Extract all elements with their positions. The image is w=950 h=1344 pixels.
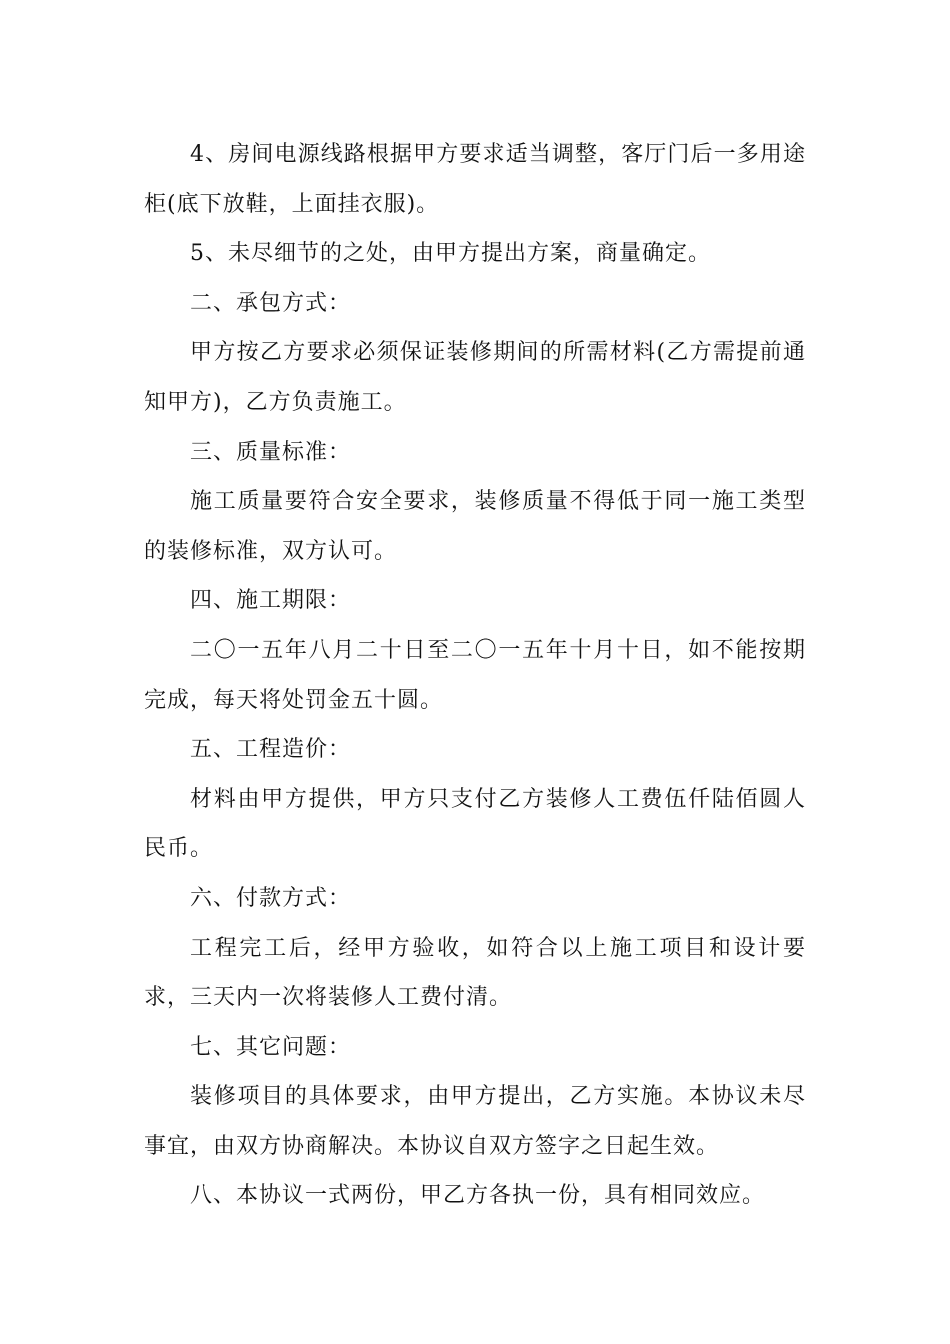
paragraph-project-cost: 材料由甲方提供，甲方只支付乙方装修人工费伍仟陆佰圆人民币。 [144,786,806,862]
section-heading-project-cost: 五、工程造价： [190,737,352,763]
paragraph-quality-standard: 施工质量要符合安全要求，装修质量不得低于同一施工类型的装修标准，双方认可。 [144,489,806,564]
paragraph-contract-method: 甲方按乙方要求必须保证装修期间的所需材料(乙方需提前通知甲方)，乙方负责施工。 [144,340,806,415]
paragraph-item-4: 4、房间电源线路根据甲方要求适当调整，客厅门后一多用途柜(底下放鞋，上面挂衣服)。 [144,142,806,217]
paragraph-agreement-copies: 八、本协议一式两份，甲乙方各执一份，具有相同效应。 [190,1183,766,1209]
document-body [144,130,806,1221]
section-heading-quality-standard: 三、质量标准： [190,439,352,465]
section-heading-payment-method: 六、付款方式： [190,885,352,911]
paragraph-construction-period: 二〇一五年八月二十日至二〇一五年十月十日，如不能按期完成，每天将处罚金五十圆。 [144,637,806,713]
section-heading-other-issues: 七、其它问题： [190,1034,352,1060]
paragraph-item-5: 5、未尽细节的之处，由甲方提出方案，商量确定。 [190,241,711,267]
paragraph-payment-method: 工程完工后，经甲方验收，如符合以上施工项目和设计要求，三天内一次将装修人工费付清。 [144,935,806,1011]
section-heading-contract-method: 二、承包方式： [190,290,352,316]
paragraph-other-issues: 装修项目的具体要求，由甲方提出，乙方实施。本协议未尽事宜，由双方协商解决。本协议自双方签字之日起生效。 [144,1084,806,1159]
section-heading-construction-period: 四、施工期限： [190,588,352,614]
